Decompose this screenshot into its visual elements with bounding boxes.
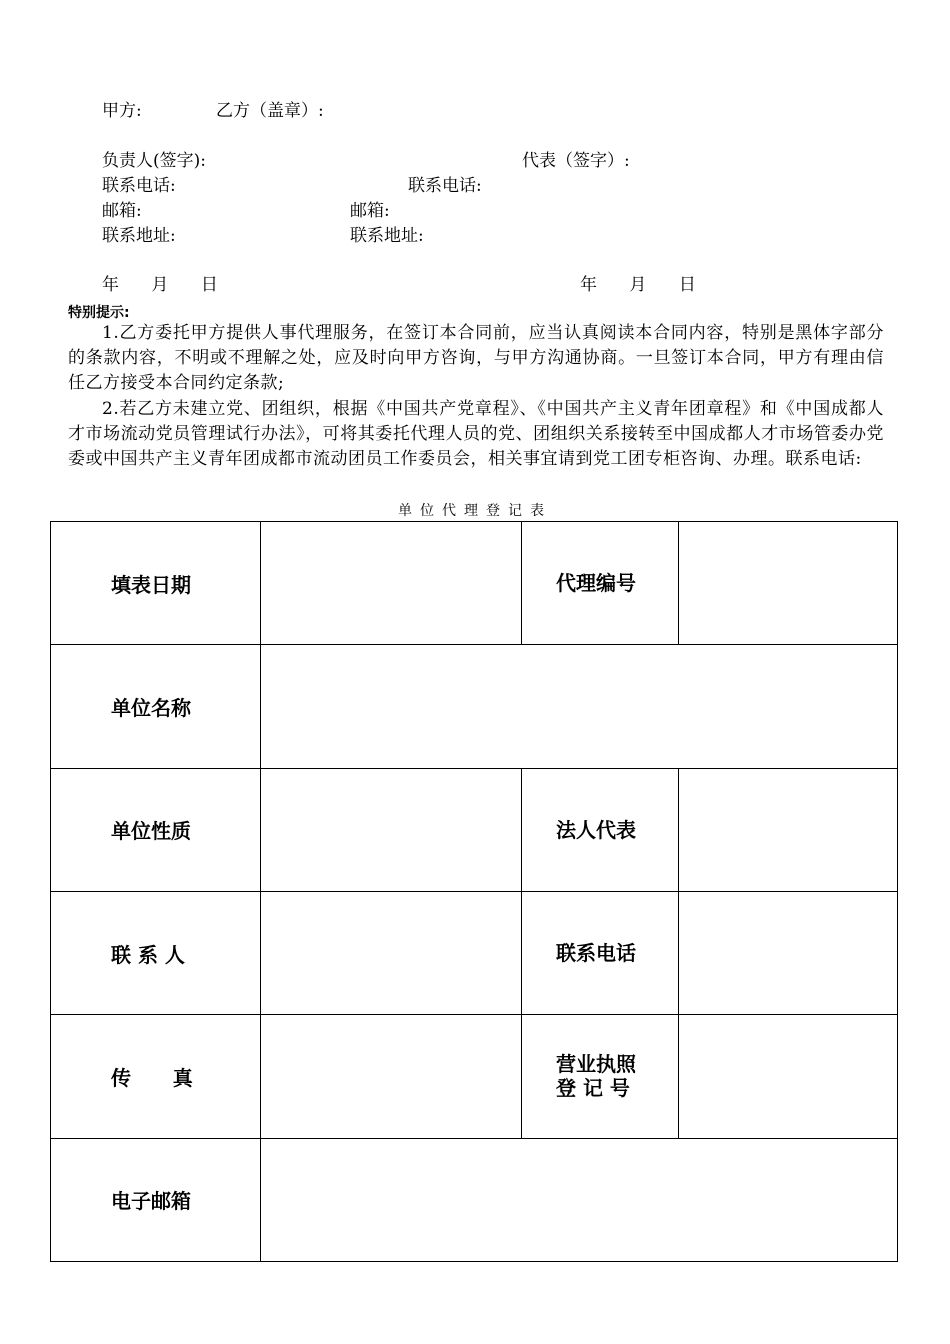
legal-rep-field[interactable] (679, 768, 898, 891)
email-field[interactable] (261, 1138, 898, 1261)
fax-label: 传 真 (51, 1015, 261, 1138)
notice-item-2: 2.若乙方未建立党、团组织，根据《中国共产党章程》、《中国共产主义青年团章程》和《中国成都人才市场流动党员管理试行办法》，可将其委托代理人员的党、团组织关系接转至中国成都人才市场管委办党委或中国共产主义青年团成都市流动团员工作委员会，相关事宜请到党工团专柜咨询、办理。联系电话: (68, 399, 884, 469)
party-b-email-label: 邮箱: (350, 201, 390, 221)
business-license-field[interactable] (679, 1015, 898, 1138)
table-row (51, 1015, 898, 1138)
business-license-line1: 营业执照 (556, 1052, 636, 1077)
business-license-label (522, 1015, 679, 1138)
table-row (51, 768, 898, 891)
party-a-date: 年 月 日 (102, 275, 218, 295)
party-a-phone-label: 联系电话: (102, 176, 176, 196)
notice-item-1: 1.乙方委托甲方提供人事代理服务，在签订本合同前，应当认真阅读本合同内容，特别是黑体字部分的条款内容，不明或不理解之处，应及时向甲方咨询，与甲方沟通协商。一旦签订本合同，甲方有理由信任乙方接受本合同约定条款; (68, 323, 884, 393)
unit-name-label: 单位名称 (51, 645, 261, 768)
table-row (51, 1138, 898, 1261)
unit-name-field[interactable] (261, 645, 898, 768)
party-b-phone-label: 联系电话: (408, 176, 482, 196)
party-a-label: 甲方: (102, 101, 142, 121)
party-b-seal-label: 乙方（盖章）: (216, 101, 324, 121)
agent-number-label: 代理编号 (522, 522, 679, 645)
fill-date-field[interactable] (261, 522, 522, 645)
fill-date-label: 填表日期 (51, 522, 261, 645)
fax-field[interactable] (261, 1015, 522, 1138)
party-a-address-label: 联系地址: (102, 226, 176, 246)
unit-registration-table (50, 521, 898, 1262)
contact-person-field[interactable] (261, 891, 522, 1014)
contact-phone-label: 联系电话 (522, 891, 679, 1014)
table-caption: 单位代理登记表 (398, 503, 552, 519)
contact-phone-field[interactable] (679, 891, 898, 1014)
principal-sign-label: 负责人(签字): (102, 151, 206, 171)
unit-nature-field[interactable] (261, 768, 522, 891)
legal-rep-label: 法人代表 (522, 768, 679, 891)
business-license-line2: 登 记 号 (556, 1076, 630, 1101)
party-b-date: 年 月 日 (580, 275, 696, 295)
table-row (51, 645, 898, 768)
agent-number-field[interactable] (679, 522, 898, 645)
unit-nature-label: 单位性质 (51, 768, 261, 891)
table-row (51, 522, 898, 645)
email-label: 电子邮箱 (51, 1138, 261, 1261)
contact-person-label: 联 系 人 (51, 891, 261, 1014)
party-a-email-label: 邮箱: (102, 201, 142, 221)
table-row (51, 891, 898, 1014)
representative-sign-label: 代表（签字）: (522, 151, 630, 171)
notice-title: 特别提示: (68, 305, 130, 321)
party-b-address-label: 联系地址: (350, 226, 424, 246)
